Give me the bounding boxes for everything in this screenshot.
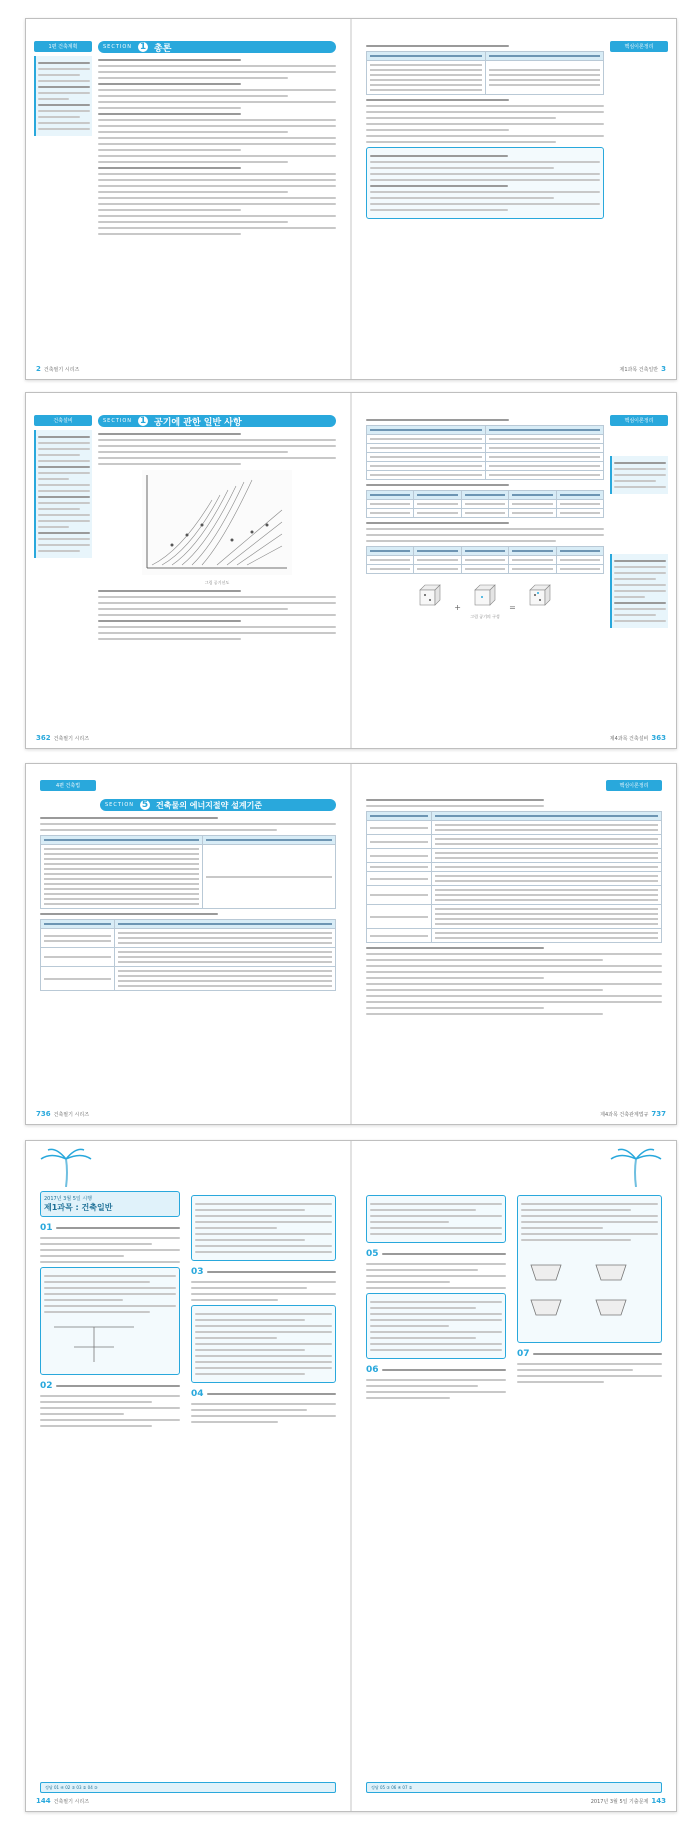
data-table xyxy=(366,546,604,574)
page-folio xyxy=(591,1797,666,1805)
page-content xyxy=(40,1191,180,1431)
spread-3 xyxy=(25,763,677,1125)
sidebar-note xyxy=(610,554,668,628)
body-text xyxy=(98,59,336,235)
folio-text: 2017년 3월 5일 기출문제 xyxy=(590,1799,649,1805)
header-tag: 핵심이론정리 xyxy=(606,780,662,791)
spread-1 xyxy=(25,18,677,380)
page-736 xyxy=(26,764,350,1124)
page-363 xyxy=(352,393,676,748)
page-144 xyxy=(26,1141,350,1811)
explanation-box xyxy=(191,1305,336,1383)
left-sidebar xyxy=(34,41,92,349)
explanation-box xyxy=(366,1195,506,1243)
question-number: 01 xyxy=(40,1223,53,1233)
sidebar-note xyxy=(610,456,668,494)
page-number: 362 xyxy=(36,734,51,742)
page-content xyxy=(366,772,662,1019)
page-737 xyxy=(352,764,676,1124)
question xyxy=(366,1249,506,1259)
page-content xyxy=(98,41,336,239)
section-title: 총론 xyxy=(154,43,172,54)
question-number: 03 xyxy=(191,1267,204,1277)
page-content xyxy=(366,1191,506,1403)
figure-caption: 그림 공기선도 xyxy=(204,580,230,585)
sidebar-note xyxy=(34,430,92,558)
folio-text: 건축필기 시리즈 xyxy=(53,1799,90,1805)
section-header xyxy=(98,41,336,53)
page-content xyxy=(366,41,604,223)
page-folio xyxy=(36,365,79,373)
page-folio xyxy=(610,734,666,742)
sidebar-tag: 건축설비 xyxy=(34,415,92,426)
page-number: 363 xyxy=(651,734,666,742)
palm-tree-icon xyxy=(606,1147,666,1187)
page-number: 2 xyxy=(36,365,41,373)
figure-caption: 그림 공기의 구성 xyxy=(470,614,500,619)
exam-date: 2017년 3월 5일 시행 xyxy=(44,1196,93,1202)
exam-header xyxy=(40,1191,180,1217)
page-number: 144 xyxy=(36,1797,51,1805)
section-number: 1 xyxy=(137,415,149,427)
joint-diagram xyxy=(521,1245,651,1335)
data-table xyxy=(366,490,604,518)
folio-text: 제4과목 건축설비 xyxy=(609,736,649,742)
page-number: 736 xyxy=(36,1110,51,1118)
page-362 xyxy=(26,393,350,748)
right-sidebar xyxy=(610,415,668,718)
page-folio xyxy=(36,734,89,742)
answer-strip: 정답 05 ③ 06 ④ 07 ② xyxy=(366,1782,662,1793)
question xyxy=(366,1365,506,1375)
side-column xyxy=(191,1191,336,1427)
data-table xyxy=(366,811,662,943)
page-folio xyxy=(36,1797,89,1805)
header-tag: 4편 건축법 xyxy=(40,780,96,791)
cube-icon xyxy=(415,580,445,610)
question-number: 07 xyxy=(517,1349,530,1359)
cube-icon xyxy=(470,580,500,610)
folio-text: 제1과목 건축일반 xyxy=(619,367,659,373)
folio-text: 제4과목 건축관계법규 xyxy=(600,1112,649,1118)
question xyxy=(191,1389,336,1399)
explanation-box xyxy=(191,1195,336,1261)
side-column xyxy=(517,1191,662,1387)
question-number: 05 xyxy=(366,1249,379,1259)
page-3 xyxy=(352,19,676,379)
page-content xyxy=(40,772,336,995)
right-sidebar xyxy=(610,41,668,349)
section-label: SECTION xyxy=(103,44,133,50)
folio-text: 건축필기 시리즈 xyxy=(53,1112,90,1118)
page-number: 737 xyxy=(651,1110,666,1118)
page-content xyxy=(366,415,604,620)
page-folio xyxy=(620,365,666,373)
sidebar-tag: 핵심이론정리 xyxy=(610,41,668,52)
spread-4 xyxy=(25,1140,677,1812)
cube-icon xyxy=(525,580,555,610)
section-header xyxy=(100,799,336,811)
data-table xyxy=(40,835,336,909)
section-header xyxy=(98,415,336,427)
section-label: SECTION xyxy=(105,802,135,808)
folio-text: 건축필기 시리즈 xyxy=(53,736,90,742)
data-table xyxy=(366,425,604,480)
question xyxy=(517,1349,662,1359)
page-2 xyxy=(26,19,350,379)
psychrometric-chart xyxy=(142,470,292,575)
section-number: 1 xyxy=(137,41,149,53)
data-table xyxy=(40,919,336,991)
left-sidebar xyxy=(34,415,92,718)
explanation-box xyxy=(366,1293,506,1359)
page-folio xyxy=(600,1110,666,1118)
answer-strip: 정답 01 ④ 02 ③ 03 ② 04 ③ xyxy=(40,1782,336,1793)
page-folio xyxy=(36,1110,89,1118)
palm-tree-icon xyxy=(36,1147,96,1187)
page-number: 143 xyxy=(651,1797,666,1805)
page-number: 3 xyxy=(661,365,666,373)
question-number: 04 xyxy=(191,1389,204,1399)
key-point-box xyxy=(366,147,604,219)
page-content xyxy=(98,415,336,644)
spread-2 xyxy=(25,392,677,749)
section-title: 공기에 관한 일반 사항 xyxy=(154,417,242,428)
question-number: 02 xyxy=(40,1381,53,1391)
section-number: 5 xyxy=(139,799,151,811)
diagram xyxy=(44,1317,144,1367)
page-143 xyxy=(352,1141,676,1811)
sidebar-note xyxy=(34,56,92,136)
comparison-table xyxy=(366,51,604,95)
folio-text: 건축필기 시리즈 xyxy=(43,367,80,373)
section-title: 건축물의 에너지절약 설계기준 xyxy=(156,800,263,810)
explanation-box xyxy=(517,1195,662,1343)
explanation-box xyxy=(40,1267,180,1375)
section-label: SECTION xyxy=(103,418,133,424)
molecule-figure: + = 그림 공기의 구성 xyxy=(366,580,604,620)
sidebar-tag: 핵심이론정리 xyxy=(610,415,668,426)
sidebar-tag: 1편 건축계획 xyxy=(34,41,92,52)
exam-title: 제1과목 : 건축일반 xyxy=(44,1203,113,1212)
question xyxy=(40,1223,180,1233)
question xyxy=(40,1381,180,1391)
question xyxy=(191,1267,336,1277)
question-number: 06 xyxy=(366,1365,379,1375)
